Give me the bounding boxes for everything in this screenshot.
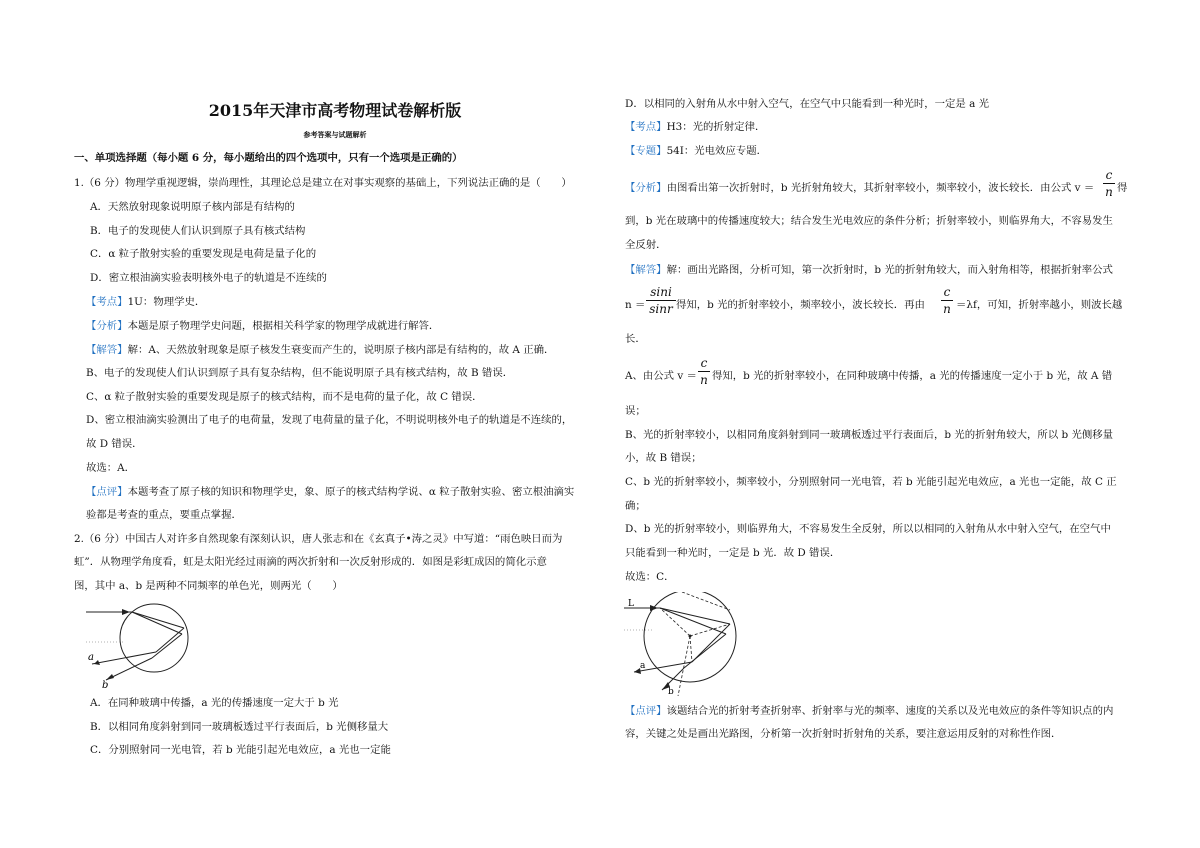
q2-jieda-line-1: 解：画出光路图，分析可知，第一次折射时，b 光的折射角较大，而入射角相等，根据折射率公式 [666,264,1113,276]
page-title: 2015年天津市高考物理试卷解析版 [208,101,462,120]
fenxi-tag: 【分析】 [86,320,128,332]
rainbow-figure-question [84,598,204,690]
q1-fenxi [86,319,439,333]
q2-analysis-line-7: 只能看到一种光时，一定是 b 光．故 D 错误． [625,547,841,559]
q2-jieda-n-eq: n ＝ [625,299,646,311]
dianping-tag: 【点评】 [625,705,667,717]
q1-jieda-line-1: 解：A、天然放射现象是原子核发生衰变而产生的，说明原子核内部是有结构的，故 A 正确． [127,344,555,356]
jieda-tag: 【解答】 [86,344,128,356]
q2-fenxi-line-1: 由图看出第一次折射时，b 光折射角较大，其折射率较小，频率较小，波长较长．由公式 v ＝ [666,182,1095,194]
fig-label-b: b [102,680,109,690]
q2-fenxi-line-1-end: 得 [1117,182,1128,194]
q1-jieda-line-3: C、α 粒子散射实验的重要发现是原子的核式结构，而不是电荷的量子化，故 C 错误． [86,391,483,403]
q1-dianping-line-2: 验都是考查的重点，要重点掌握． [86,509,242,521]
q1-jieda-line-4: D、密立根油滴实验测出了电子的电荷量，发现了电荷量的量子化，不明说明核外电子的轨道是不连续的， [86,414,573,426]
q2-jieda-line-2: 得知，b 光的折射率较小，频率较小，波长较长．再由 [676,299,925,311]
formula-c-over-n-1: c n [1103,168,1115,199]
q2-jieda-line-3: 长． [625,333,646,345]
q2-fenxi-line-2: 到，b 光在玻璃中的传播速度较大；结合发生光电效应的条件分析；折射率较小，则临界角大，不容易发生 [625,215,1113,227]
q2-zhuanti-text: 54I：光电效应专题． [666,145,768,157]
q2-answer: 故选：C． [625,571,675,583]
q1-option-d: D．密立根油滴实验表明核外电子的轨道是不连续的 [90,272,327,284]
q2-jieda-line-2-end: ＝λf，可知，折射率越小，则波长越 [956,299,1123,311]
kaodian-tag: 【考点】 [625,121,667,133]
q2-a-analysis: A、由公式 v ＝ [625,370,697,382]
zhuanti-tag: 【专题】 [625,145,667,157]
q1-kaodian [86,295,205,309]
q1-fenxi-text: 本题是原子物理学史问题，根据相关科学家的物理学成就进行解答． [127,320,440,332]
fig-label-L: L [628,599,634,609]
formula-c-over-n-3: c n [698,356,710,387]
q2-analysis-line-6: D、b 光的折射率较小，则临界角大，不容易发生全反射，所以以相同的入射角从水中射入空气，在空气中 [625,523,1111,535]
kaodian-tag: 【考点】 [86,296,128,308]
fig-label-a: a [640,661,646,671]
q1-option-a: A．天然放射现象说明原子核内部是有结构的 [90,201,295,213]
q2-option-a: A．在同种玻璃中传播，a 光的传播速度一定大于 b 光 [90,697,339,709]
q2-stem-line-3: 图，其中 a、b 是两种不同频率的单色光，则两光（ ） [74,580,343,592]
q2-analysis-line-3: 小，故 B 错误； [625,452,702,464]
q2-kaodian-text: H3：光的折射定律． [666,121,766,133]
q2-analysis-line-2: B、光的折射率较小，以相同角度斜射到同一玻璃板透过平行表面后，b 光的折射角较大，所以 b 光侧移量 [625,429,1114,441]
q1-dianping [86,485,574,499]
q2-kaodian [625,120,765,134]
q2-option-b: B．以相同角度斜射到同一玻璃板透过平行表面后，b 光侧移量大 [90,721,389,733]
dianping-tag: 【点评】 [86,486,128,498]
jieda-tag: 【解答】 [625,264,667,276]
q2-dianping-line-2: 容，关键之处是画出光路图，分析第一次折射时折射角的关系，要注意运用反射的对称性作图． [625,728,1062,740]
q2-dianping [625,704,1113,718]
q2-analysis-line-4: C、b 光的折射率较小，频率较小，分别照射同一光电管，若 b 光能引起光电效应，a 光也一定能，故 C 正 [625,476,1117,488]
q1-dianping-line-1: 本题考查了原子核的知识和物理学史，象、原子的核式结构学说、α 粒子散射实验、密立根油滴实 [127,486,575,498]
q1-option-c: C．α 粒子散射实验的重要发现是电荷是量子化的 [90,248,317,260]
q2-option-c: C．分别照射同一光电管，若 b 光能引起光电效应，a 光也一定能 [90,744,391,756]
section-heading: 一、单项选择题（每小题 6 分，每小题给出的四个选项中，只有一个选项是正确的） [74,152,463,164]
q2-analysis-line-5: 确； [625,500,646,512]
q2-a-analysis-end: 得知，b 光的折射率较小，在同种玻璃中传播，a 光的传播速度一定小于 b 光，故 A 错 [712,370,1113,382]
q2-analysis-line-1: 误； [625,405,646,417]
q1-answer: 故选：A． [86,462,136,474]
q2-stem-line-2: 虹”．从物理学角度看，虹是太阳光经过雨滴的两次折射和一次反射形成的．如图是彩虹成因的简化示意 [74,556,547,568]
page-subtitle: 参考答案与试题解析 [303,130,367,139]
q1-jieda [86,343,554,357]
fenxi-tag: 【分析】 [625,182,667,194]
q2-jieda [625,263,1113,277]
rainbow-figure-solution [622,592,742,696]
q2-fenxi-line-3: 全反射． [625,239,667,251]
q2-option-d: D．以相同的入射角从水中射入空气，在空气中只能看到一种光时，一定是 a 光 [625,98,990,110]
q1-kaodian-text: 1U：物理学史． [127,296,206,308]
q2-fenxi [625,181,1094,195]
q1-jieda-line-2: B、电子的发现使人们认识到原子具有复杂结构，但不能说明原子具有核式结构，故 B 错误． [86,367,514,379]
q2-dianping-line-1: 该题结合光的折射考查折射率、折射率与光的频率、速度的关系以及光电效应的条件等知识点的内 [666,705,1114,717]
q1-jieda-line-5: 故 D 错误． [86,438,143,450]
q2-stem-line-1: 2.（6 分）中国古人对许多自然现象有深刻认识，唐人张志和在《玄真子•涛之灵》中写道：“雨色映日而为 [74,533,563,545]
fig-label-b: b [668,687,674,696]
fig-label-a: a [88,652,94,663]
formula-c-over-n-2: c n [941,285,953,316]
formula-sini-over-sinr: sini sinr [646,285,676,316]
q2-zhuanti [625,144,767,158]
q1-stem: 1.（6 分）物理学重视逻辑，崇尚理性，其理论总是建立在对事实观察的基础上，下列说法正确的是（ ） [74,177,572,189]
q1-option-b: B．电子的发现使人们认识到原子具有核式结构 [90,225,306,237]
